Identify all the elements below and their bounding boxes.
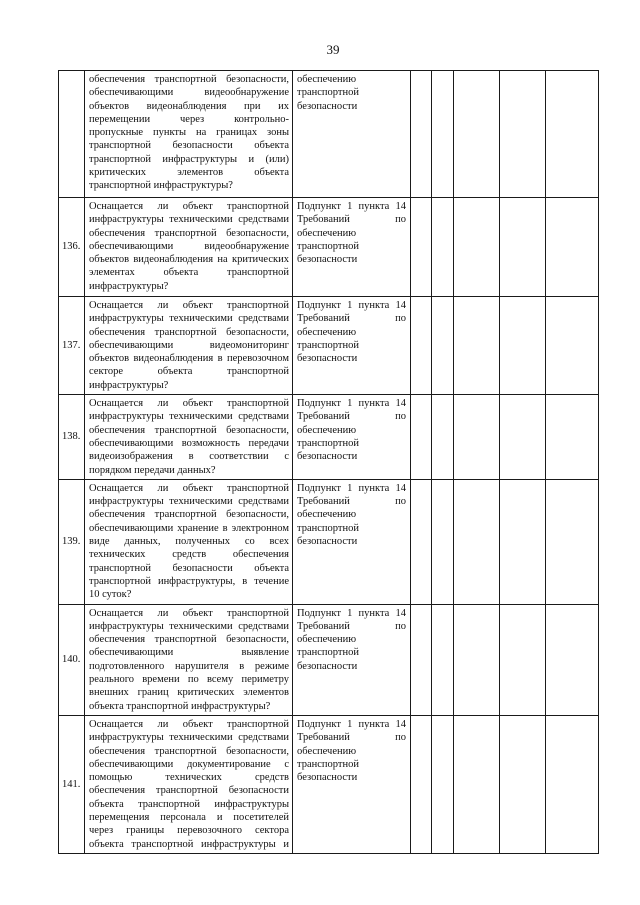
empty-cell [432,715,454,853]
row-number-cell [59,479,85,604]
table-row [59,395,599,480]
question-line: пропускные пункты на границах зоны [89,127,289,139]
question-line: Оснащается ли объект транспортной [89,398,289,410]
empty-cell [454,395,500,480]
row-number-cell [59,297,85,395]
question-line: внешних границ критических элементов [89,687,289,699]
empty-cell [546,604,599,715]
question-line: перемещения персонала и посетителей [89,811,289,823]
question-line: транспортной инфраструктуры? [89,180,233,192]
row-number: 140. [62,654,81,666]
question-line: технических средств обеспечения [89,549,289,561]
question-line: подготовленного нарушителя в режиме [89,660,289,672]
reference-line: Требований по [297,620,406,632]
reference-line: обеспечению [297,745,357,757]
question-line: инфраструктуры техническими средствами [89,620,289,632]
empty-cell [454,715,500,853]
empty-cell [454,297,500,395]
row-number: 137. [62,339,81,351]
question-line: транспортной инфраструктуры, в течение [89,575,289,587]
question-line: инфраструктуры техническими средствами [89,411,289,423]
question-line: обеспечения транспортной безопасности, [89,227,289,239]
empty-cell [411,71,432,198]
question-line: инфраструктуры техническими средствами [89,214,289,226]
question-line: реального времени по всему периметру [89,674,289,686]
requirement-question-cell [85,198,293,297]
legal-reference-cell [293,604,411,715]
question-line: обеспечения транспортной безопасности, [89,326,289,338]
question-line: видеоизображения в соответствии с [89,451,289,463]
question-line: критических элементов объекта [89,167,289,179]
question-line: 10 суток? [89,589,132,601]
reference-line: транспортной [297,437,359,449]
question-line: помощью технических средств [89,772,289,784]
reference-line: безопасности [297,254,358,266]
question-line: инфраструктуры техническими средствами [89,313,289,325]
reference-line: обеспечению [297,326,357,338]
empty-cell [411,395,432,480]
question-line: виде данных, полученных со всех [89,536,289,548]
question-line: Оснащается ли объект транспортной [89,201,289,212]
reference-line: транспортной [297,522,359,534]
empty-cell [546,715,599,853]
requirements-table [58,70,599,854]
reference-line: Подпункт 1 пункта 14 [297,300,406,311]
reference-line: обеспечению [297,509,357,521]
reference-line: обеспечению [297,634,357,646]
question-line: Оснащается ли объект транспортной [89,300,289,311]
question-line: объекта транспортной инфраструктуры и [89,838,289,850]
reference-line: транспортной [297,339,359,351]
empty-cell [411,198,432,297]
empty-cell [500,715,546,853]
empty-cell [500,71,546,198]
question-line: обеспечивающими возможность передачи [89,437,289,449]
question-line: секторе объекта транспортной [89,366,289,378]
page-number: 39 [326,42,340,57]
reference-line: Требований по [297,732,406,744]
row-number-cell [59,395,85,480]
question-line: транспортной безопасности объекта [89,562,289,574]
empty-cell [500,604,546,715]
empty-cell [546,479,599,604]
question-line: обеспечения транспортной безопасности, [89,634,289,646]
empty-cell [432,198,454,297]
empty-cell [500,479,546,604]
question-line: Оснащается ли объект транспортной [89,718,289,730]
question-line: объектов видеонаблюдения в перевозочном [89,353,289,365]
question-line: обеспечения транспортной безопасности, [89,745,289,757]
question-line: транспортной безопасности объекта [89,140,289,152]
question-line: обеспечивающими видеообнаружение [89,87,289,99]
empty-cell [500,297,546,395]
empty-cell [411,297,432,395]
row-number: 138. [62,431,81,443]
table-row [59,297,599,395]
reference-line: Подпункт 1 пункта 14 [297,482,406,494]
table-body [59,71,599,854]
reference-line: безопасности [297,660,358,672]
question-line: через границы перевозочного сектора [89,825,289,837]
legal-reference-cell [293,71,411,198]
reference-line: Подпункт 1 пункта 14 [297,398,406,410]
reference-line: безопасности [297,451,358,463]
empty-cell [432,479,454,604]
requirement-question-cell [85,71,293,198]
empty-cell [500,198,546,297]
question-line: порядком передачи данных? [89,464,216,476]
question-line: обеспечения транспортной безопасности, [89,74,289,85]
question-line: обеспечивающими выявление [89,647,289,659]
empty-cell [546,297,599,395]
table-row [59,479,599,604]
question-line: инфраструктуры? [89,280,169,292]
reference-line: транспортной [297,240,359,252]
reference-line: безопасности [297,100,358,112]
empty-cell [454,71,500,198]
row-number: 141. [62,778,81,790]
question-line: объекта транспортной инфраструктуры? [89,700,271,712]
reference-line: Подпункт 1 пункта 14 [297,607,406,619]
reference-line: Подпункт 1 пункта 14 [297,201,406,212]
question-line: обеспечивающими видеомониторинг [89,339,289,351]
empty-cell [432,604,454,715]
question-line: обеспечения транспортной безопасности, [89,509,289,521]
question-line: перемещении через контрольно- [89,113,289,125]
question-line: элементах объекта транспортной [89,267,289,279]
table-row [59,715,599,853]
question-line: обеспечивающими документирование с [89,758,289,770]
question-line: обеспечения транспортной безопасности [89,785,289,797]
question-line: объектов видеонаблюдения при их [89,100,289,112]
table-row [59,604,599,715]
requirement-question-cell [85,479,293,604]
reference-line: Требований по [297,313,406,325]
empty-cell [454,479,500,604]
empty-cell [411,604,432,715]
requirement-question-cell [85,297,293,395]
legal-reference-cell [293,198,411,297]
legal-reference-cell [293,395,411,480]
question-line: обеспечения транспортной безопасности, [89,424,289,436]
legal-reference-cell [293,479,411,604]
legal-reference-cell [293,715,411,853]
question-line: инфраструктуры? [89,379,169,391]
row-number-cell [59,71,85,198]
empty-cell [546,71,599,198]
question-line: транспортной инфраструктуры и (или) [89,153,289,165]
reference-line: транспортной [297,87,359,99]
requirement-question-cell [85,395,293,480]
table-row [59,198,599,297]
empty-cell [500,395,546,480]
reference-line: Подпункт 1 пункта 14 [297,718,406,730]
empty-cell [546,198,599,297]
reference-line: безопасности [297,353,358,365]
empty-cell [432,297,454,395]
empty-cell [432,395,454,480]
question-line: Оснащается ли объект транспортной [89,482,289,494]
empty-cell [454,198,500,297]
reference-line: транспортной [297,647,359,659]
reference-line: обеспечению [297,74,357,85]
question-line: инфраструктуры техническими средствами [89,496,289,508]
reference-line: безопасности [297,536,358,548]
empty-cell [546,395,599,480]
empty-cell [411,479,432,604]
question-line: обеспечивающими видеообнаружение [89,240,289,252]
table-row [59,71,599,198]
question-line: обеспечивающими хранение в электронном [89,522,289,534]
reference-line: обеспечению [297,424,357,436]
reference-line: Требований по [297,496,406,508]
empty-cell [432,71,454,198]
row-number: 139. [62,536,81,548]
reference-line: безопасности [297,772,358,784]
reference-line: обеспечению [297,227,357,239]
legal-reference-cell [293,297,411,395]
row-number-cell [59,198,85,297]
question-line: объектов видеонаблюдения на критических [89,254,289,266]
reference-line: транспортной [297,758,359,770]
requirement-question-cell [85,715,293,853]
empty-cell [411,715,432,853]
row-number-cell [59,604,85,715]
question-line: инфраструктуры техническими средствами [89,732,289,744]
empty-cell [454,604,500,715]
row-number: 136. [62,241,81,253]
requirement-question-cell [85,604,293,715]
question-line: Оснащается ли объект транспортной [89,607,289,619]
reference-line: Требований по [297,214,406,226]
reference-line: Требований по [297,411,406,423]
row-number-cell [59,715,85,853]
question-line: объекта транспортной инфраструктуры [89,798,289,810]
